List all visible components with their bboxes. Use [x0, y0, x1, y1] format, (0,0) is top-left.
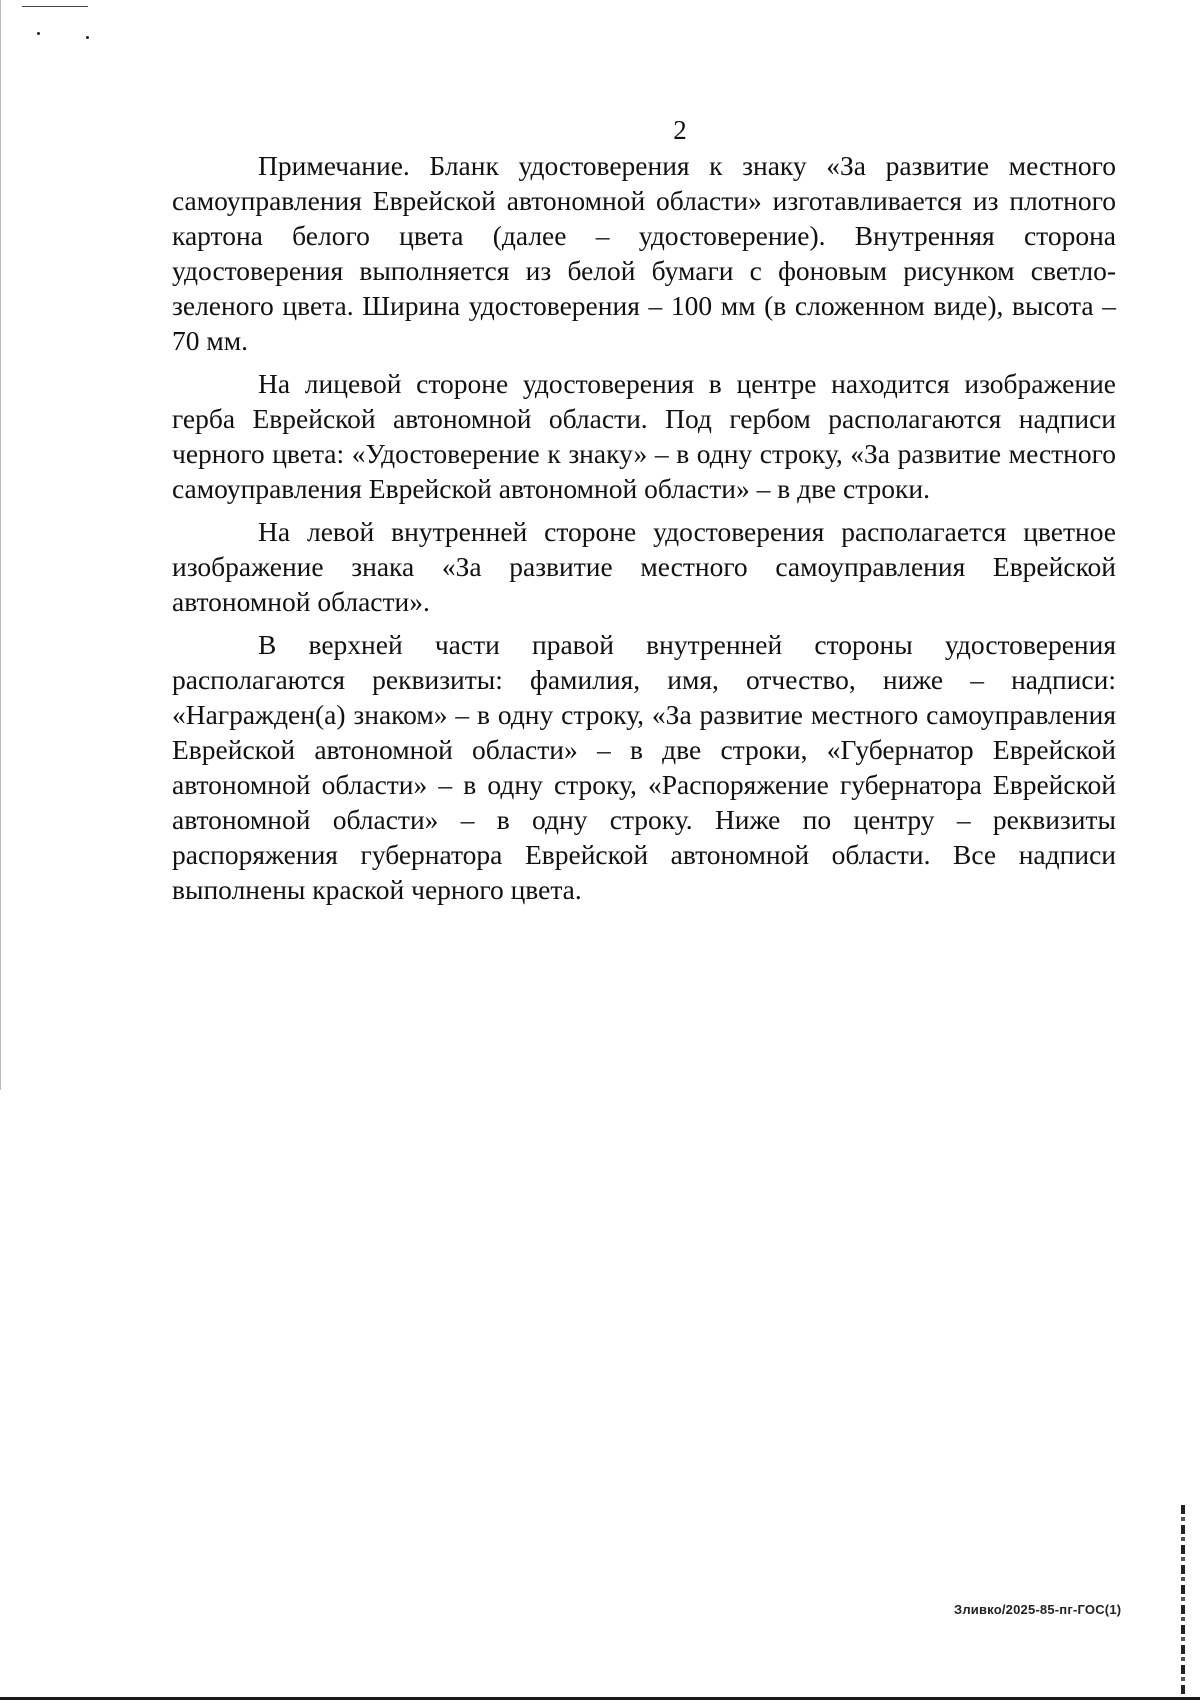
- paragraph-left-inner-side: На левой внутренней стороне удостоверения располагается цветное изображение знака «За развитие местного самоуправления Еврейской автономной области».: [172, 516, 1116, 617]
- document-reference-code: Зливко/2025-85-пг-ГОС(1): [954, 1602, 1122, 1617]
- scan-artifact-line: [22, 6, 88, 7]
- scan-bottom-border: [0, 1697, 1200, 1700]
- paragraph-note: Примечание. Бланк удостоверения к знаку «За развитие местного самоуправления Еврейской автономной области» изготавливается из плотного картона белого цвета (далее – удостоверение). Внутренняя сторона удостоверения выполняется из белой бумаги с фоновым рисунком светло-зеленого цвета. Ширина удостоверения – 100 мм (в сложенном виде), высота – 70 мм.: [172, 150, 1116, 356]
- scan-edge-marks: [1181, 1505, 1185, 1700]
- page-number: 2: [673, 115, 687, 145]
- scan-artifact-mark: [37, 32, 40, 35]
- scan-artifact-mark: [86, 36, 89, 39]
- paragraph-front-side: На лицевой стороне удостоверения в центре находится изображение герба Еврейской автономной области. Под гербом располагаются надписи черного цвета: «Удостоверение к знаку» – в одну строку, «За развитие местного самоуправления Еврейской автономной области» – в две строки.: [172, 368, 1116, 504]
- document-body: [172, 148, 1116, 907]
- paragraph-right-inner-side: В верхней части правой внутренней стороны удостоверения располагаются реквизиты: фамилия, имя, отчество, ниже – надписи: «Награжден(а) знаком» – в одну строку, «За развитие местного самоуправления Еврейской автономной области» – в две строки, «Губернатор Еврейской автономной области» – в одну строку, «Распоряжение губернатора Еврейской автономной области» – в одну строку. Ниже по центру – реквизиты распоряжения губернатора Еврейской автономной области. Все надписи выполнены краской черного цвета.: [172, 629, 1116, 905]
- scan-edge-line: [0, 0, 1, 1090]
